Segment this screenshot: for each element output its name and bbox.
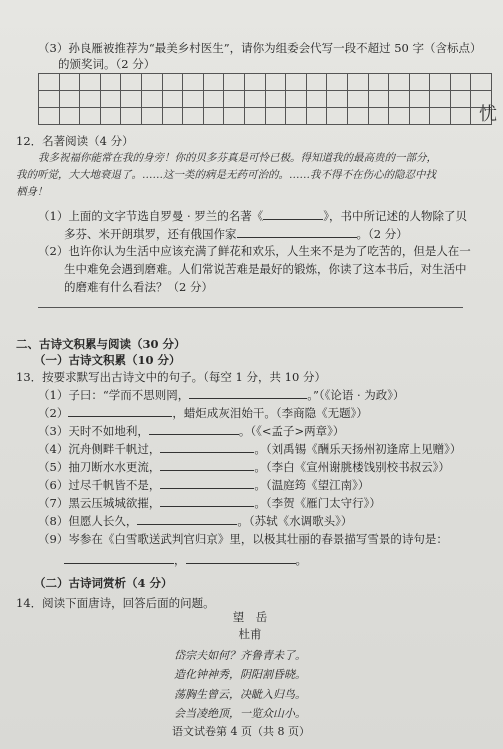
q11-3-line1: （3）孙良雁被推荐为“最美乡村医生”，请你为组委会代写一段不超过 50 字（含标点） — [38, 41, 482, 55]
grid-cell[interactable] — [409, 108, 430, 125]
grid-cell[interactable] — [244, 74, 265, 91]
section2-title: 二、古诗文积累与阅读（30 分） — [16, 337, 186, 351]
grid-cell[interactable] — [100, 74, 121, 91]
grid-row — [39, 74, 492, 91]
q13-item5-a: （5）抽刀断水水更流， — [38, 460, 161, 474]
q14-title: 14．阅读下面唐诗，回答后面的问题。 — [16, 596, 215, 610]
grid-cell[interactable] — [121, 74, 142, 91]
q13-item9-end: 。 — [295, 553, 307, 567]
poem-line2: 造化钟神秀，阴阳割昏晓。 — [174, 668, 306, 681]
grid-cell[interactable] — [389, 74, 410, 91]
grid-cell[interactable] — [368, 74, 389, 91]
q12-sub1-line1 — [38, 208, 467, 224]
q13-blank2[interactable] — [68, 405, 172, 417]
grid-cell[interactable] — [59, 108, 80, 125]
q13-item9-answer — [64, 552, 307, 568]
grid-cell[interactable] — [244, 108, 265, 125]
grid-cell[interactable] — [389, 108, 410, 125]
grid-cell[interactable] — [389, 91, 410, 108]
q13-item7-a: （7）黑云压城城欲摧， — [38, 496, 161, 510]
grid-cell[interactable] — [430, 91, 451, 108]
q13-blank7[interactable] — [160, 495, 254, 507]
grid-cell[interactable] — [100, 108, 121, 125]
q12-sub2-line2: 生中难免会遇到磨难。人们常说苦难是最好的锻炼，你读了这本书后，对生活中 — [64, 262, 467, 276]
q12-writer-blank[interactable] — [237, 226, 357, 238]
grid-cell[interactable] — [306, 108, 327, 125]
q12-sub1-text-a: （1）上面的文字节选自罗曼 · 罗兰的名著《 — [38, 209, 264, 223]
grid-cell[interactable] — [306, 91, 327, 108]
section2-part2-title: （二）古诗词赏析（4 分） — [34, 576, 173, 590]
q12-sub2-line3: 的磨难有什么看法？（2 分） — [64, 280, 213, 294]
grid-cell[interactable] — [265, 74, 286, 91]
q13-item6-b: 。（温庭筠《望江南》） — [254, 478, 370, 492]
answer-grid[interactable] — [38, 73, 492, 125]
q12-sub1-line2 — [64, 226, 408, 242]
q12-answer-line[interactable] — [38, 307, 463, 308]
page-footer: 语文试卷第 4 页（共 8 页） — [172, 725, 310, 738]
q13-item4-b: 。（刘禹锡《酬乐天扬州初逢席上见赠》） — [254, 442, 462, 456]
q13-blank9b[interactable] — [186, 552, 296, 564]
grid-cell[interactable] — [286, 108, 307, 125]
q13-item8-b: 。（苏轼《水调歌头》） — [237, 514, 353, 528]
grid-cell[interactable] — [265, 108, 286, 125]
grid-cell[interactable] — [430, 108, 451, 125]
grid-cell[interactable] — [327, 74, 348, 91]
q13-blank4[interactable] — [160, 441, 254, 453]
handwritten-mark: 忧 — [479, 104, 497, 125]
q13-item8-a: （8）但愿人长久， — [38, 514, 138, 528]
q13-item1-a: （1）子曰：“学而不思则罔， — [38, 388, 190, 402]
grid-cell[interactable] — [141, 91, 162, 108]
q12-sub1-text-c: 多芬、米开朗琪罗，还有俄国作家 — [64, 227, 237, 241]
grid-cell[interactable] — [59, 91, 80, 108]
grid-cell[interactable] — [183, 108, 204, 125]
grid-cell[interactable] — [409, 91, 430, 108]
grid-cell[interactable] — [409, 74, 430, 91]
grid-cell[interactable] — [347, 108, 368, 125]
grid-cell[interactable] — [59, 74, 80, 91]
grid-cell[interactable] — [450, 74, 471, 91]
grid-cell[interactable] — [450, 91, 471, 108]
q13-item4-a: （4）沉舟侧畔千帆过， — [38, 442, 161, 456]
grid-cell[interactable] — [347, 74, 368, 91]
q12-sub1-text-b: 》，书中所记述的人物除了贝 — [323, 209, 468, 223]
grid-cell[interactable] — [471, 74, 492, 91]
grid-row — [39, 108, 492, 125]
grid-cell[interactable] — [162, 74, 183, 91]
grid-cell[interactable] — [244, 91, 265, 108]
q12-excerpt-line2: 我的听觉，大大地衰退了。……这一类的病是无药可治的。……我不得不在伤心的隐忍中找 — [16, 169, 436, 181]
q13-item2 — [38, 405, 368, 421]
grid-cell[interactable] — [162, 108, 183, 125]
q13-blank3[interactable] — [149, 423, 239, 435]
q13-item5 — [38, 459, 450, 475]
grid-cell[interactable] — [286, 91, 307, 108]
grid-cell[interactable] — [224, 74, 245, 91]
grid-cell[interactable] — [121, 108, 142, 125]
q12-sub1-text-d: 。（2 分） — [356, 227, 408, 241]
q13-item9-sep: ， — [174, 553, 186, 567]
q13-blank5[interactable] — [160, 459, 254, 471]
q13-blank1[interactable] — [189, 387, 307, 399]
q13-title: 13．按要求默写出古诗文中的句子。（每空 1 分，共 10 分） — [16, 370, 326, 384]
q12-book-blank[interactable] — [263, 208, 323, 220]
grid-cell[interactable] — [265, 91, 286, 108]
grid-cell[interactable] — [80, 74, 101, 91]
q13-item3 — [38, 423, 344, 439]
q11-3-line2: 的颁奖词。（2 分） — [58, 57, 156, 71]
q13-item9: （9）岑参在《白雪歌送武判官归京》里，以极其壮丽的春景描写雪景的诗句是： — [38, 532, 448, 546]
q13-blank6[interactable] — [160, 477, 254, 489]
grid-cell[interactable] — [286, 74, 307, 91]
q13-blank9a[interactable] — [64, 552, 174, 564]
q13-item4 — [38, 441, 461, 457]
grid-cell[interactable] — [121, 91, 142, 108]
grid-cell[interactable] — [327, 91, 348, 108]
grid-cell[interactable] — [368, 91, 389, 108]
grid-cell[interactable] — [141, 108, 162, 125]
grid-cell[interactable] — [450, 108, 471, 125]
q12-excerpt-line1: 我多祝福你能常在我的身旁！你的贝多芬真是可怜已极。得知道我的最高贵的一部分， — [38, 152, 437, 164]
grid-cell[interactable] — [183, 91, 204, 108]
poem-line4: 会当凌绝顶，一览众山小。 — [174, 707, 306, 720]
q13-item3-b: 。（《<孟子>两章》） — [238, 424, 345, 438]
poem-line3: 荡胸生曾云，决眦入归鸟。 — [174, 688, 306, 701]
q13-item5-b: 。（李白《宣州谢朓楼饯别校书叔云》） — [254, 460, 450, 474]
grid-cell[interactable] — [141, 74, 162, 91]
grid-cell[interactable] — [368, 108, 389, 125]
q13-item8 — [38, 513, 352, 529]
q13-item1 — [38, 387, 405, 403]
grid-cell[interactable] — [224, 108, 245, 125]
section2-part1-title: （一）古诗文积累（10 分） — [34, 353, 181, 367]
grid-cell[interactable] — [39, 108, 60, 125]
grid-cell[interactable] — [306, 74, 327, 91]
grid-cell[interactable] — [203, 108, 224, 125]
q13-item1-b: 。”（《论语 · 为政》） — [307, 388, 405, 402]
q13-item2-b: ，蜡炬成灰泪始干。（李商隐《无题》） — [172, 406, 368, 420]
grid-cell[interactable] — [39, 91, 60, 108]
q12-sub2-line1: （2）也许你认为生活中应该充满了鲜花和欢乐，人生来不是为了吃苦的，但是人在一 — [38, 244, 471, 258]
grid-cell[interactable] — [347, 91, 368, 108]
grid-cell[interactable] — [430, 74, 451, 91]
grid-row — [39, 91, 492, 108]
q13-item6-a: （6）过尽千帆皆不是， — [38, 478, 161, 492]
poem-title: 望 岳 — [232, 610, 268, 624]
grid-cell[interactable] — [100, 91, 121, 108]
grid-cell[interactable] — [80, 91, 101, 108]
q13-item2-a: （2） — [38, 406, 69, 420]
grid-cell[interactable] — [80, 108, 101, 125]
q12-excerpt-line3: 栖身！ — [16, 186, 48, 198]
grid-cell[interactable] — [39, 74, 60, 91]
poem-author: 杜甫 — [238, 627, 262, 641]
q13-item6 — [38, 477, 369, 493]
q13-blank8[interactable] — [137, 513, 237, 525]
grid-cell[interactable] — [183, 74, 204, 91]
q12-title: 12．名著阅读（4 分） — [16, 134, 134, 148]
grid-cell[interactable] — [203, 91, 224, 108]
poem-line1: 岱宗夫如何？齐鲁青未了。 — [174, 649, 306, 662]
grid-cell[interactable] — [327, 108, 348, 125]
grid-cell[interactable] — [203, 74, 224, 91]
q13-item7-b: 。（李贺《雁门太守行》） — [254, 496, 381, 510]
q13-item3-a: （3）天时不如地利， — [38, 424, 149, 438]
grid-cell[interactable] — [224, 91, 245, 108]
q13-item7 — [38, 495, 381, 511]
grid-cell[interactable] — [162, 91, 183, 108]
